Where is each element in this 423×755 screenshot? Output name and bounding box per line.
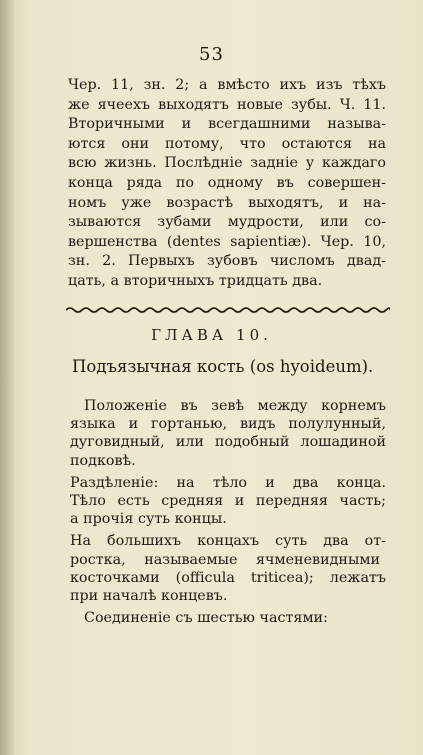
text-line: ются они потому, что остаются на xyxy=(68,135,386,152)
text-line: а прочія суть концы. xyxy=(70,511,227,528)
text-line: косточками (officula triticea); лежатъ xyxy=(70,569,386,586)
text-line: ростка, называемые ячменевидными xyxy=(70,551,380,568)
text-line: же ячеехъ выходятъ новые зубы. Ч. 11. xyxy=(68,96,386,113)
text-line: конца ряда по одному въ совершен- xyxy=(68,174,386,191)
text-line: вершенства (dentes sapientiæ). Чер. 10, xyxy=(68,233,386,250)
paragraph xyxy=(70,609,386,627)
text-line: всю жизнь. Послѣдніе задніе у каждаго xyxy=(68,155,386,172)
paragraph xyxy=(70,474,386,529)
text-line: номъ уже возрастѣ выходятъ, и на- xyxy=(68,194,386,211)
text-line: Соединеніе съ шестью частями: xyxy=(84,610,328,627)
page-binding-edge xyxy=(0,0,14,755)
text-line: Раздѣленіе: на тѣло и два конца. xyxy=(70,474,386,491)
section-title: Подъязычная кость (os hyoideum). xyxy=(72,357,374,376)
text-line: Тѣло есть средняя и передняя часть; xyxy=(70,492,386,509)
chapter-title: ГЛАВА 10. xyxy=(151,326,272,344)
decorative-divider xyxy=(66,306,390,314)
page-number: 53 xyxy=(199,44,224,65)
text-line: Чер. 11, зн. 2; а вмѣсто ихъ изъ тѣхъ xyxy=(68,77,386,93)
text-line: при началѣ концевъ. xyxy=(70,587,228,604)
paragraph xyxy=(70,397,386,470)
chapter-body xyxy=(70,397,386,627)
text-line: Вторичными и всегдашними называ- xyxy=(68,116,386,133)
text-line: зываются зубами мудрости, или со- xyxy=(68,214,386,231)
text-line: На большихъ концахъ суть два от- xyxy=(70,533,386,550)
text-line: Положеніе въ зевѣ между корнемъ xyxy=(84,398,386,414)
text-line: зн. 2. Первыхъ зубовъ числомъ двад- xyxy=(68,253,386,270)
text-line: цать, а вторичныхъ тридцать два. xyxy=(68,272,323,289)
top-paragraph xyxy=(68,76,386,292)
paragraph xyxy=(70,532,386,605)
text-line: дуговидный, или подобный лошадиной xyxy=(70,434,386,451)
text-line: подковѣ. xyxy=(70,452,136,469)
text-line: языка и гортанью, видъ полулунный, xyxy=(70,416,386,433)
